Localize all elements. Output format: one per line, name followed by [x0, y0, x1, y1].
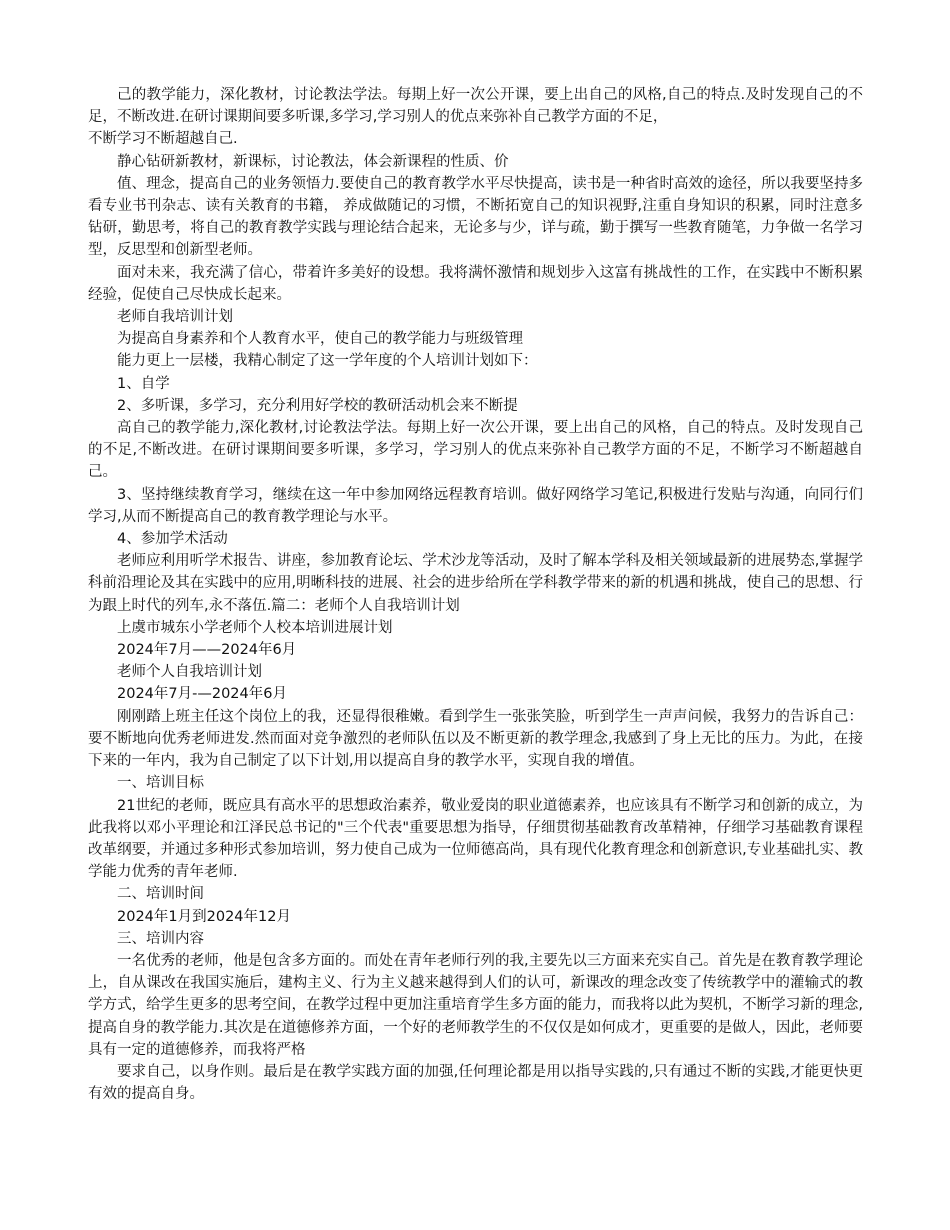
- paragraph: 静心钻研新教材，新课标，讨论教法，体会新课程的性质、价: [117, 153, 509, 170]
- paragraph: 一名优秀的老师，他是包含多方面的。而处在青年老师行列的我,主要先以三方面来充实自己。首先是在教育教学理论上，自从课改在我国实施后，建构主义、行为主义越来越得到人们的认可，新课改的理念改变了传统教学中的灌输式的教学方式，给学生更多的思考空间，在教学过程中更加注重培育学生多方面的能力，而我将以此为契机，不断学习新的理念,提高自身的教学能力.其次是在道德修养方面，一个好的老师教学生的不仅仅是如何成才，更重要的是做人，因此，老师要具有一定的道德修养，而我将严格: [88, 952, 863, 1058]
- paragraph: 老师应利用听学术报告、讲座，参加教育论坛、学术沙龙等活动，及时了解本学科及相关领域最新的进展势态,掌握学科前沿理论及其在实践中的应用,明晰科技的进展、社会的进步给所在学科教学带来的新的机遇和挑战，使自己的思想、行为跟上时代的列车,永不落伍.篇二：老师个人自我培训计划: [88, 553, 863, 614]
- paragraph: 不断学习不断超越自己.: [88, 131, 238, 148]
- section-heading: 老师个人自我培训计划: [117, 664, 262, 681]
- section-heading: 三、培训内容: [117, 930, 204, 947]
- list-item: 2、多听课，多学习，充分利用好学校的教研活动机会来不断提: [117, 397, 518, 414]
- section-heading: 一、培训目标: [117, 775, 204, 792]
- list-item: 4、参加学术活动: [117, 531, 228, 548]
- paragraph: 面对未来，我充满了信心，带着许多美好的设想。我将满怀激情和规划步入这富有挑战性的工作，在实践中不断积累经验，促使自己尽快成长起来。: [88, 264, 863, 303]
- list-item: 1、自学: [117, 375, 170, 392]
- paragraph: 刚刚踏上班主任这个岗位上的我，还显得很稚嫩。看到学生一张张笑脸，听到学生一声声问候，我努力的告诉自己：要不断地向优秀老师进发.然而面对竞争激烈的老师队伍以及不断更新的教学理念,我感到了身上无比的压力。为此，在接下来的一年内，我为自己制定了以下计划,用以提高自身的教学水平，实现自我的增值。: [88, 708, 863, 770]
- paragraph: 要求自己，以身作则。最后是在教学实践方面的加强,任何理论都是用以指导实践的,只有通过不断的实践,才能更快更有效的提高自身。: [88, 1063, 863, 1103]
- section-heading: 老师自我培训计划: [117, 309, 233, 326]
- paragraph: 己的教学能力，深化教材，讨论教法学法。每期上好一次公开课，要上出自己的风格,自己的特点.及时发现自己的不足，不断改进.在研讨课期间要多听课,多学习,学习别人的优点来弥补自己教学方面的不足，: [88, 87, 863, 126]
- paragraph: 能力更上一层楼，我精心制定了这一学年度的个人培训计划如下：: [117, 353, 538, 370]
- date-range: 2024年1月到2024年12月: [117, 908, 291, 925]
- paragraph: 高自己的教学能力,深化教材,讨论教法学法。每期上好一次公开课，要上出自己的风格，自己的特点。及时发现自己的不足,不断改进。在研讨课期间要多听课，多学习，学习别人的优点来弥补自己教学方面的不足，不断学习不断超越自己。: [88, 420, 863, 481]
- paragraph: 值、理念，提高自己的业务领悟力.要使自己的教育教学水平尽快提高，读书是一种省时高效的途径，所以我要坚持多看专业书刊杂志、读有关教育的书籍， 养成做随记的习惯，不断拓宽自己的知识视野,注重自身知识的积累，同时注意多钻研，勤思考，将自己的教育教学实践与理论结合起来，无论多与少，详与疏，勤于撰写一些教育随笔，力争做一名学习型，反思型和创新型老师。: [88, 175, 863, 259]
- paragraph: 为提高自身素养和个人教育水平，使自己的教学能力与班级管理: [117, 331, 523, 348]
- section-heading: 上虞市城东小学老师个人校本培训进展计划: [117, 619, 393, 636]
- date-range: 2024年7月-—2024年6月: [117, 686, 287, 703]
- list-item: 3、坚持继续教育学习，继续在这一年中参加网络远程教育培训。做好网络学习笔记,积极进行发贴与沟通，向同行们学习,从而不断提高自己的教育教学理论与水平。: [88, 486, 863, 525]
- section-heading: 二、培训时间: [117, 886, 204, 903]
- paragraph: 21世纪的老师，既应具有高水平的思想政治素养，敬业爱岗的职业道德素养，也应该具有不断学习和创新的成立，为此我将以邓小平理论和江泽民总书记的"三个代表"重要思想为指导，仔细贯彻基础教育改革精神，仔细学习基础教育课程改革纲要，并通过多种形式参加培训，努力使自己成为一位师德高尚，具有现代化教育理念和创新意识,专业基础扎实、教学能力优秀的青年老师.: [88, 797, 863, 881]
- date-range: 2024年7月——2024年6月: [117, 642, 297, 659]
- document-body: [88, 84, 863, 1105]
